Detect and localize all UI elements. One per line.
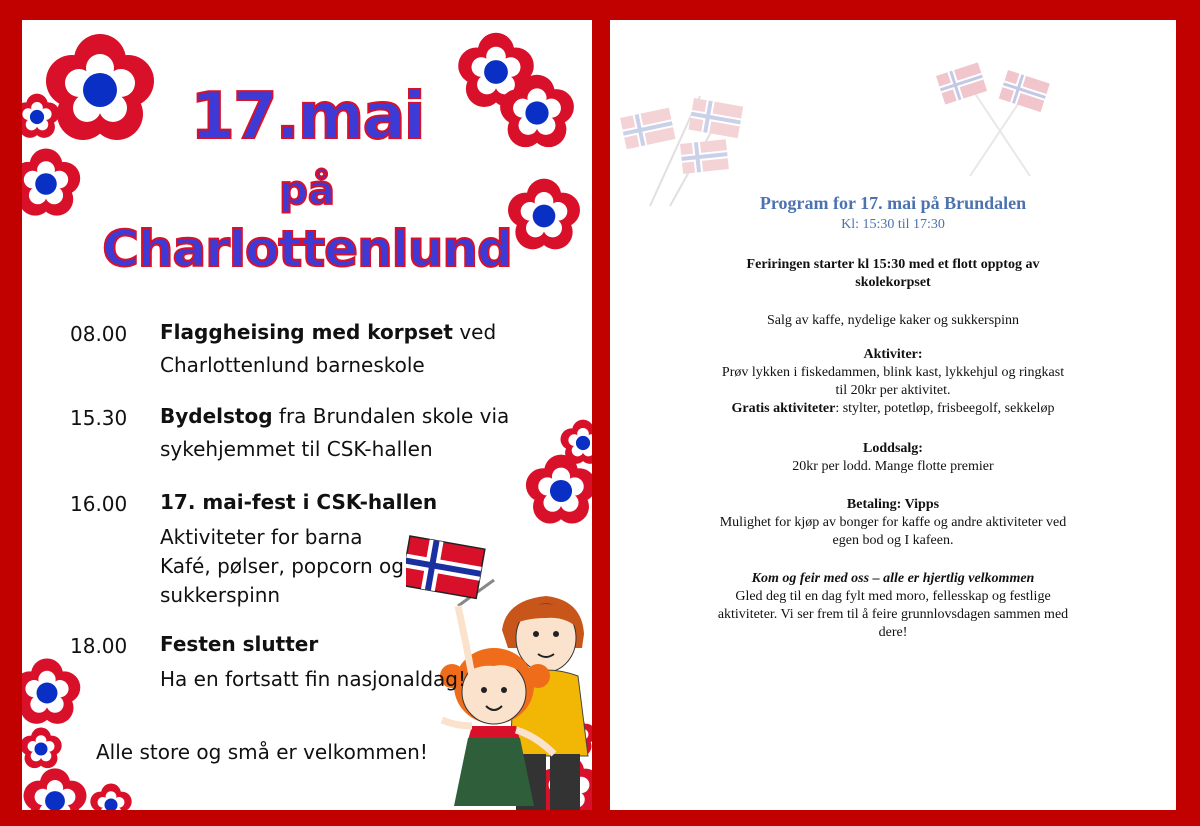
schedule-time: 16.00: [70, 492, 128, 516]
schedule-time: 18.00: [70, 634, 128, 658]
program-sales: Salg av kaffe, nydelige kaker og sukkerspinn: [766, 313, 1020, 328]
right-program: [610, 20, 1176, 810]
schedule-detail: Charlottenlund barneskole: [160, 353, 425, 377]
schedule-detail: Aktiviteter for barna: [160, 525, 363, 549]
poster-footer: Alle store og små er velkommen!: [96, 740, 428, 764]
flower-icon: [88, 782, 134, 810]
schedule-time: 08.00: [70, 322, 128, 346]
flower-icon: [22, 656, 84, 730]
program-intro: Feriringen starter kl 15:30 med et flott opptog av skolekorpset: [746, 257, 1040, 290]
schedule-time: 15.30: [70, 406, 128, 430]
schedule-detail: Kafé, pølser, popcorn og: [160, 554, 404, 578]
program-activities: Aktiviter: Prøv lykken i fiskedammen, blink kast, lykkehjul og ringkast til 20kr per aktivitet. Gratis aktiviteter: stylter, potetløp, frisbeegolf, sekkeløp: [610, 346, 1176, 418]
poster-title-date: 17.mai: [190, 80, 424, 154]
section-heading: Loddsalg:: [863, 441, 923, 456]
schedule-event: Flaggheising med korpset: [160, 320, 453, 344]
section-heading: Betaling: Vipps: [846, 497, 940, 512]
schedule-event: Festen slutter: [160, 632, 319, 656]
schedule-event: 17. mai-fest i CSK-hallen: [160, 490, 438, 514]
program-time: Kl: 15:30 til 17:30: [841, 217, 945, 232]
program-closing: Kom og feir med oss – alle er hjertlig velkommen Gled deg til en dag fylt med moro, fellesskap og festlige aktiviteter. Vi ser frem til å feire grunnlovsdagen sammen med dere!: [610, 570, 1176, 642]
schedule-detail: sukkerspinn: [160, 583, 281, 607]
left-poster: 17.mai på Charlottenlund 08.00 Flaggheising med korpset ved Charlottenlund barneskole 15.30 Bydelstog fra Brundalen skole via sykehjemmet til CSK-hallen 16.00 17. mai-fest i CSK-hallen Aktiviteter for barna Kafé, pølser, popcorn og sukkerspinn 18.00 Festen slutter Ha en fortsatt fin nasjonaldag! Alle store og små er velkommen!: [22, 20, 592, 810]
flower-icon: [22, 766, 90, 810]
schedule-detail: sykehjemmet til CSK-hallen: [160, 437, 433, 461]
section-heading: Kom og feir med oss – alle er hjertlig velkommen: [751, 571, 1035, 586]
program-payment: Betaling: Vipps Mulighet for kjøp av bonger for kaffe og andre aktiviteter ved egen bod og I kafeen.: [610, 496, 1176, 550]
program-raffle: Loddsalg: 20kr per lodd. Mange flotte premier: [610, 440, 1176, 476]
schedule-event: Bydelstog: [160, 404, 273, 428]
poster-title-preposition: på: [279, 168, 335, 214]
poster-title-place: Charlottenlund: [102, 220, 512, 278]
flower-icon: [522, 452, 592, 530]
program-title: Program for 17. mai på Brundalen: [759, 193, 1027, 213]
schedule-detail: Ha en fortsatt fin nasjonaldag!: [160, 667, 466, 691]
section-heading: Aktiviter:: [863, 347, 923, 362]
